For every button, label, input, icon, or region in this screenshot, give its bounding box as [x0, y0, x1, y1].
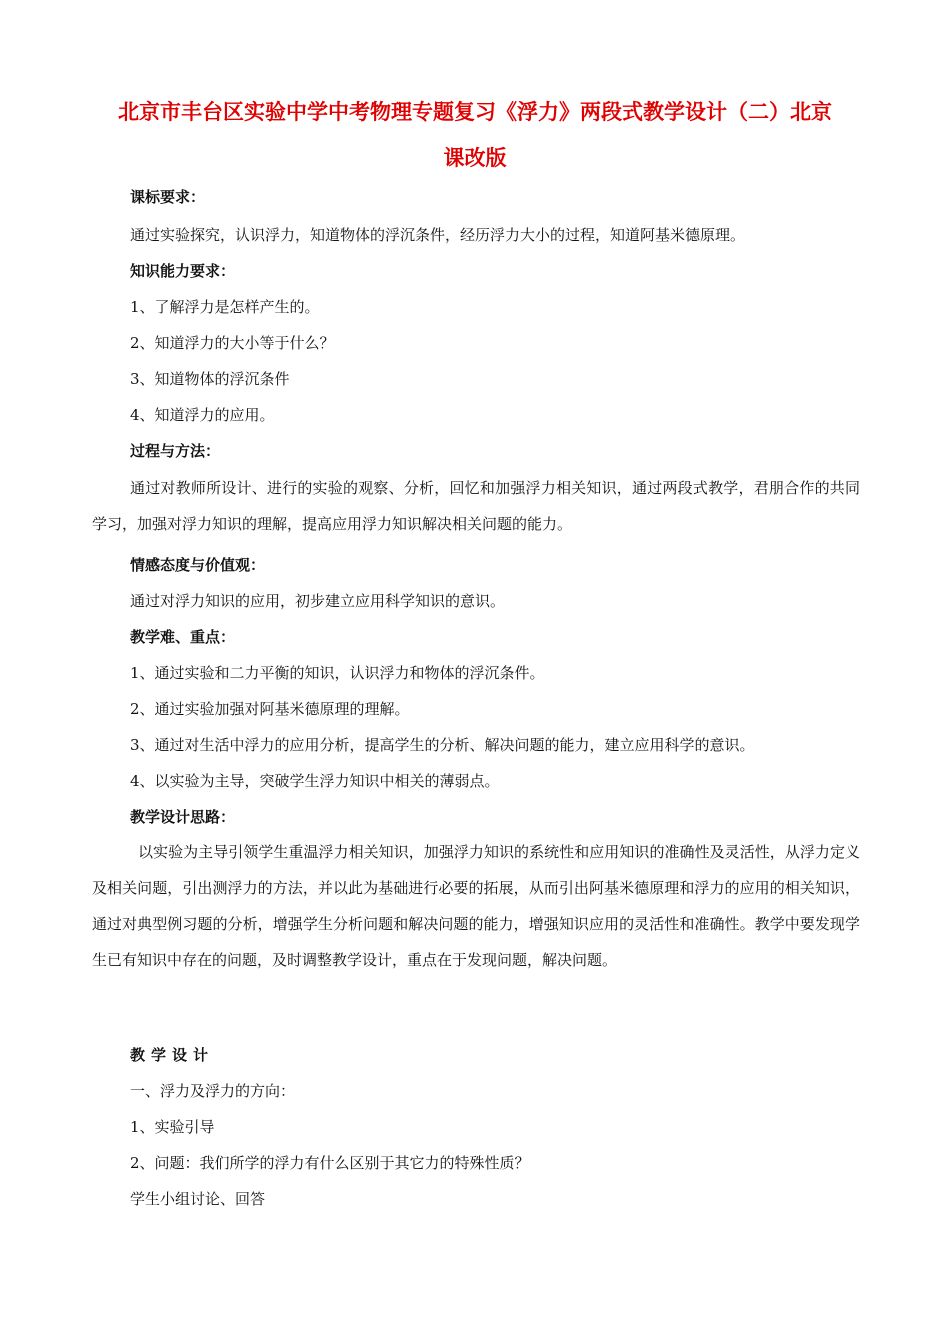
document-title-line2: 课改版 — [443, 146, 507, 170]
knowledge-item: 2、知道浮力的大小等于什么？ — [130, 334, 335, 352]
course-standard-text: 通过实验探究，认识浮力，知道物体的浮沉条件，经历浮力大小的过程，知道阿基米德原理。 — [130, 226, 746, 244]
knowledge-item: 1、了解浮力是怎样产生的。 — [130, 298, 320, 316]
design-idea-heading: 教学设计思路： — [130, 808, 236, 826]
process-heading: 过程与方法： — [130, 442, 221, 460]
emotion-text: 通过对浮力知识的应用，初步建立应用科学知识的意识。 — [130, 592, 506, 610]
teaching-design-heading: 教学设计 — [130, 1046, 215, 1064]
design-line: 2、问题：我们所学的浮力有什么区别于其它力的特殊性质？ — [130, 1154, 530, 1172]
knowledge-item: 4、知道浮力的应用。 — [130, 406, 275, 424]
document-title-line1: 北京市丰台区实验中学中考物理专题复习《浮力》两段式教学设计（二）北京 — [118, 100, 832, 124]
course-standard-heading: 课标要求： — [130, 188, 206, 206]
design-line: 一、浮力及浮力的方向： — [130, 1082, 296, 1100]
knowledge-heading: 知识能力要求： — [130, 262, 236, 280]
process-paragraph: 通过对教师所设计、进行的实验的观察、分析，回忆和加强浮力相关知识，通过两段式教学，君朋合作的共同学习，加强对浮力知识的理解，提高应用浮力知识解决相关问题的能力。 — [92, 479, 860, 533]
emotion-heading: 情感态度与价值观： — [130, 556, 266, 574]
key-point-item: 3、通过对生活中浮力的应用分析，提高学生的分析、解决问题的能力，建立应用科学的意识。 — [130, 736, 755, 754]
key-point-item: 1、通过实验和二力平衡的知识，认识浮力和物体的浮沉条件。 — [130, 664, 545, 682]
design-line: 学生小组讨论、回答 — [130, 1190, 266, 1208]
key-point-item: 4、以实验为主导，突破学生浮力知识中相关的薄弱点。 — [130, 772, 500, 790]
key-points-heading: 教学难、重点： — [130, 628, 236, 646]
design-idea-paragraph: 以实验为主导引领学生重温浮力相关知识，加强浮力知识的系统性和应用知识的准确性及灵活性，从浮力定义及相关问题，引出测浮力的方法，并以此为基础进行必要的拓展，从而引出阿基米德原理和浮力的应用的相关知识，通过对典型例习题的分析，增强学生分析问题和解决问题的能力，增强知识应用的灵活性和准确性。教学中要发现学生已有知识中存在的问题，及时调整教学设计，重点在于发现问题，解决问题。 — [92, 843, 860, 969]
key-point-item: 2、通过实验加强对阿基米德原理的理解。 — [130, 700, 410, 718]
knowledge-item: 3、知道物体的浮沉条件 — [130, 370, 290, 388]
design-line: 1、实验引导 — [130, 1118, 215, 1136]
